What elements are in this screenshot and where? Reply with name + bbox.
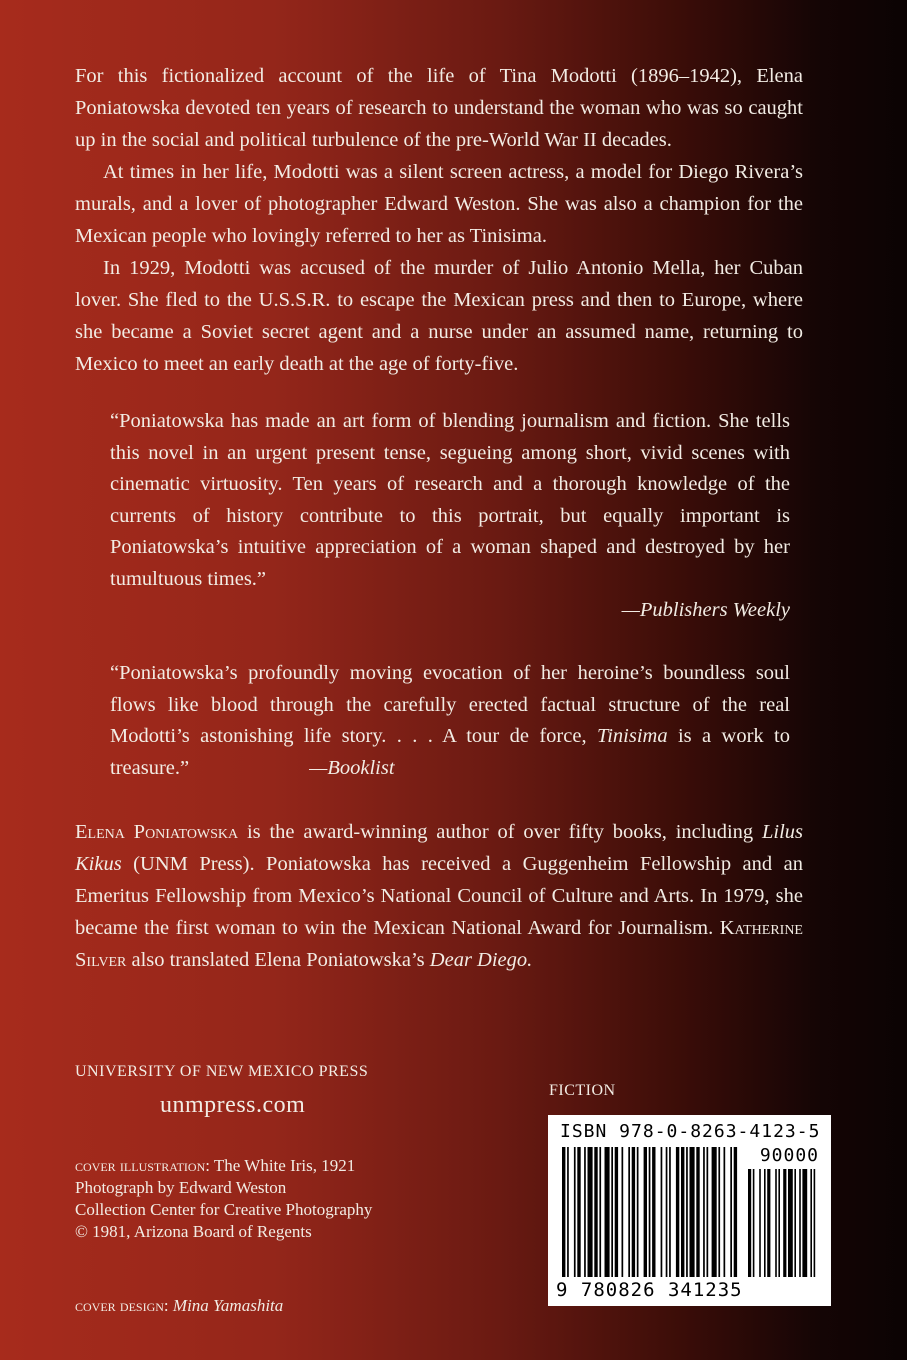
barcode-bar	[669, 1147, 671, 1277]
addon-barcode-bar	[802, 1169, 807, 1277]
cover-design-credit	[75, 1296, 283, 1316]
addon-barcode-bar	[767, 1169, 770, 1277]
barcode-bar	[666, 1147, 668, 1277]
barcode-bar	[594, 1147, 597, 1277]
bio-book-title: Lilus Kikus	[75, 821, 803, 875]
review-quote-1-source: —Publishers Weekly	[621, 599, 790, 621]
review-quote-2-title: Tinisima	[596, 725, 668, 747]
bio-text-b: (UNM Press). Poniatowska has received a Guggenheim Fellowship and an Emeritus Fellowship from Mexico’s National Council of Culture and Arts. In 1979, she became the first woman to win the Mexican National Award for Journalism.	[75, 853, 803, 939]
bio-text-a: is the award-winning author of over fifty books, including	[238, 821, 762, 843]
publisher-website: unmpress.com	[160, 1092, 306, 1118]
review-quote-1	[110, 406, 790, 627]
cover-illustration-label: cover illustration:	[75, 1156, 210, 1175]
publisher-name: UNIVERSITY OF NEW MEXICO PRESS	[75, 1063, 369, 1080]
translator-name: Katherine Silver	[75, 917, 803, 971]
addon-barcode-bar	[788, 1169, 793, 1277]
barcode-bar	[574, 1147, 576, 1277]
addon-barcode-bar	[799, 1169, 801, 1277]
cover-credits	[75, 1155, 372, 1243]
barcode-bar	[661, 1147, 663, 1277]
barcode-bar	[562, 1147, 565, 1277]
barcode-bar	[676, 1147, 679, 1277]
addon-barcode-bar	[794, 1169, 796, 1277]
credit-line-4: © 1981, Arizona Board of Regents	[75, 1222, 312, 1241]
category-label: FICTION	[549, 1082, 616, 1099]
author-name: Elena Poniatowska	[75, 821, 239, 843]
barcode-bar	[567, 1147, 569, 1277]
barcode-bar	[734, 1147, 737, 1277]
barcode-bars	[558, 1147, 821, 1279]
review-quote-2-text-b: is a work to treasure.”	[110, 725, 790, 779]
barcode-bar	[718, 1147, 720, 1277]
description-paragraph-1: For this fictionalized account of the life of Tina Modotti (1896–1942), Elena Poniatowska devoted ten years of research to understand the woman who was so caught up in the social and political turbulence of the pre-World War II decades.	[75, 65, 803, 151]
barcode-bar	[577, 1147, 580, 1277]
addon-barcode-bar	[764, 1169, 766, 1277]
barcode-bar	[712, 1147, 717, 1277]
cover-illustration-value: The White Iris, 1921	[209, 1156, 356, 1175]
description-paragraph-3: In 1929, Modotti was accused of the murder of Julio Antonio Mella, her Cuban lover. She fled to the U.S.S.R. to escape the Mexican press and then to Europe, where she became a Soviet secret agent and a nurse under an assumed name, returning to Mexico to meet an early death at the age of forty-five.	[75, 257, 803, 375]
barcode-bar	[599, 1147, 601, 1277]
barcode-bar	[730, 1147, 732, 1277]
barcode-bar	[703, 1147, 705, 1277]
barcode-bar	[690, 1147, 695, 1277]
barcode-bar	[644, 1147, 647, 1277]
addon-barcode-bar	[748, 1169, 751, 1277]
barcode-bar	[649, 1147, 651, 1277]
price-code: 90000	[759, 1145, 819, 1166]
review-quote-2-text-a: “Poniatowska’s profoundly moving evocation of her heroine’s boundless soul flows like blood through the carefully erected factual structure of the real Modotti’s astonishing life story. . . . A tour de force,	[110, 662, 790, 747]
barcode-bar	[611, 1147, 613, 1277]
review-quote-1-text: “Poniatowska has made an art form of blending journalism and fiction. She tells this novel in an urgent present tense, segueing among short, vivid scenes with cinematic virtuosity. Ten years of research and a thorough knowledge of the currents of history contribute to this portrait, but equally important is Poniatowska’s intuitive appreciation of a woman shaped and destroyed by her tumultuous times.”	[110, 410, 790, 590]
barcode-bar	[615, 1147, 618, 1277]
ean-digits: 9 780826 341235	[556, 1279, 743, 1301]
description	[75, 60, 803, 380]
addon-barcode-bar	[778, 1169, 780, 1277]
isbn-barcode	[548, 1115, 831, 1306]
isbn-label: ISBN 978-0-8263-4123-5	[560, 1121, 821, 1142]
barcode-bar	[584, 1147, 586, 1277]
addon-barcode-bar	[753, 1169, 755, 1277]
barcode-bar	[686, 1147, 688, 1277]
addon-barcode-bar	[775, 1169, 777, 1277]
barcode-bar	[724, 1147, 726, 1277]
review-quote-2-source: —Booklist	[309, 756, 395, 779]
barcode-bar	[652, 1147, 655, 1277]
cover-illustration-credit	[75, 1155, 372, 1177]
cover-design-label: cover design:	[75, 1296, 169, 1315]
barcode-bar	[622, 1147, 624, 1277]
description-paragraph-2: At times in her life, Modotti was a silent screen actress, a model for Diego Rivera’s murals, and a lover of photographer Edward Weston. She was also a champion for the Mexican people who lovingly referred to her as Tinisima.	[75, 161, 803, 247]
barcode-bar	[696, 1147, 699, 1277]
bio-text-c: also translated Elena Poniatowska’s	[126, 949, 430, 971]
review-quote-2	[110, 658, 790, 784]
barcode-bar	[681, 1147, 684, 1277]
addon-barcode-bar	[814, 1169, 816, 1277]
credit-line-3: Collection Center for Creative Photography	[75, 1200, 373, 1219]
barcode-bar	[588, 1147, 593, 1277]
barcode-bar	[628, 1147, 630, 1277]
barcode-bar	[605, 1147, 610, 1277]
barcode-bar	[632, 1147, 635, 1277]
bio-translated-title: Dear Diego.	[429, 949, 533, 971]
credit-line-2: Photograph by Edward Weston	[75, 1178, 287, 1197]
author-bio	[75, 816, 803, 976]
addon-barcode-bar	[783, 1169, 786, 1277]
barcode-bar	[637, 1147, 639, 1277]
addon-barcode-bar	[759, 1169, 761, 1277]
cover-design-value: Mina Yamashita	[172, 1296, 284, 1315]
addon-barcode-bar	[810, 1169, 812, 1277]
barcode-bar	[707, 1147, 709, 1277]
